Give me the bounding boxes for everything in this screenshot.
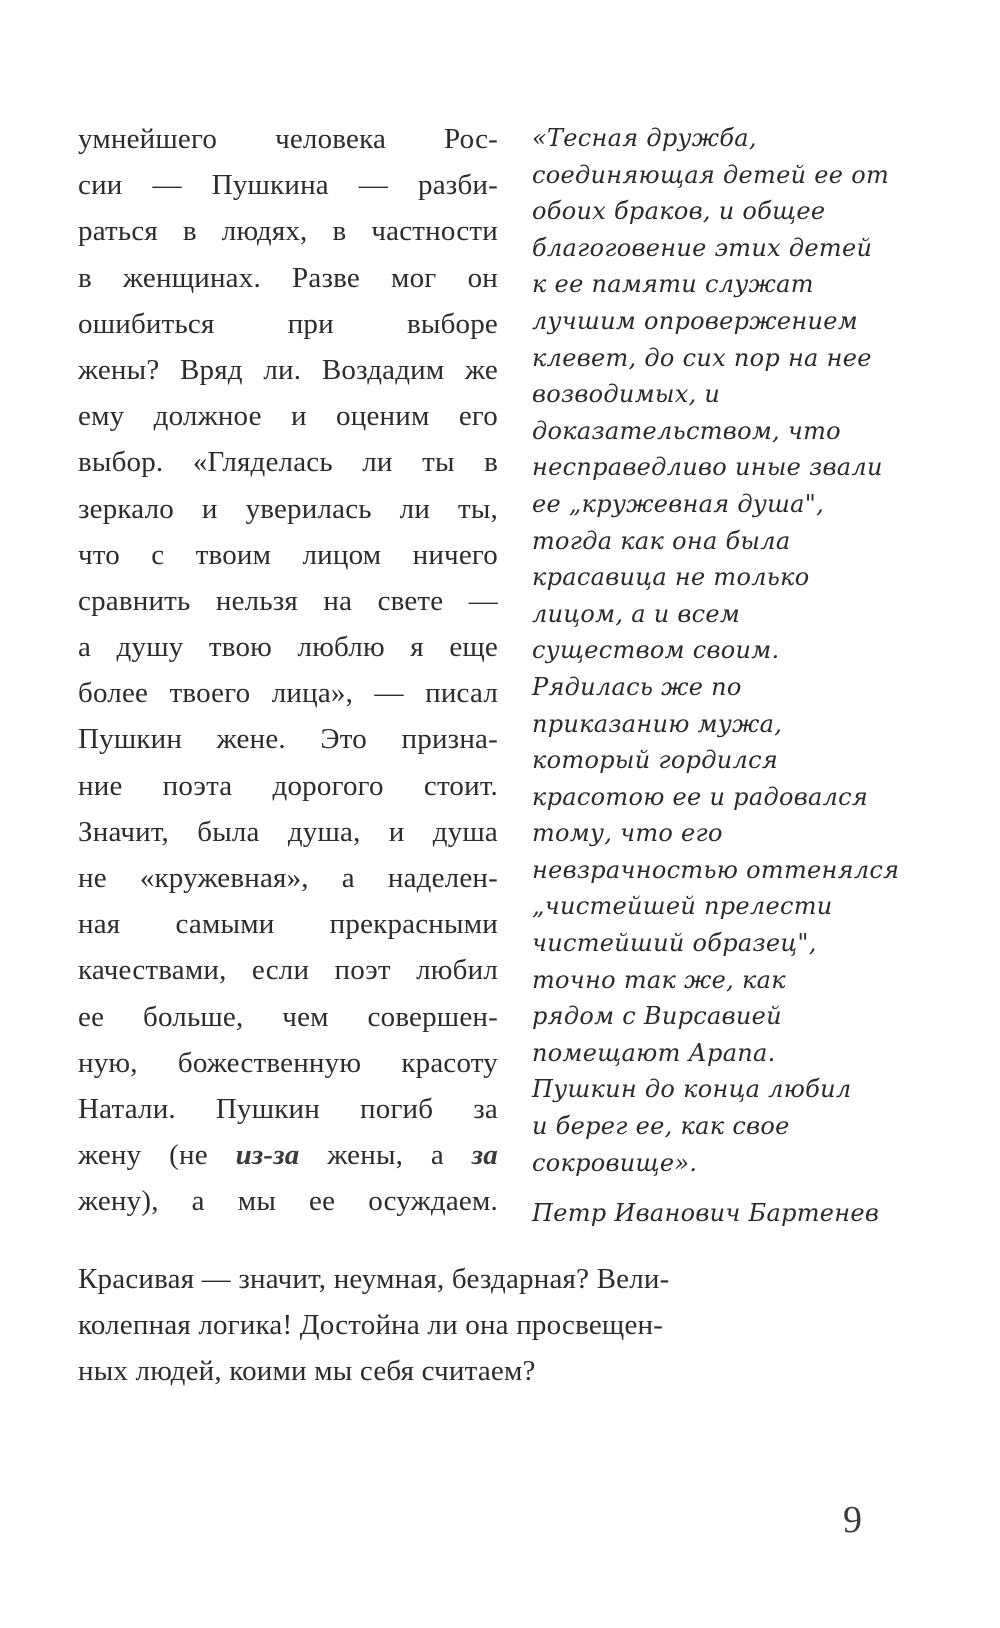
main-line: не «кружевная», а наделен- [78, 862, 498, 894]
quote-line: приказанию мужа, [532, 709, 783, 738]
main-line: что с твоим лицом ничего [78, 538, 498, 571]
quote-line: невзрачностью оттенялся [532, 855, 900, 884]
main-line: более твоего лица», — писал [78, 677, 498, 710]
main-line: жену), а мы ее осуждаем. [78, 1185, 498, 1218]
main-line: зеркало и уверилась ли ты, [78, 492, 498, 525]
quote-line: существом своим. [532, 636, 780, 665]
main-line: Пушкин жене. Это призна- [78, 723, 498, 756]
quote-line: тому, что его [532, 819, 723, 848]
quote-line: точно так же, как [532, 965, 786, 994]
bottom-paragraph [78, 1256, 838, 1395]
main-line: ние поэта дорогого стоит. [78, 769, 498, 802]
page-number: 9 [843, 1499, 862, 1541]
main-line: ему должное и оценим его [78, 400, 498, 433]
main-line: ная самыми прекрасными [78, 908, 498, 941]
main-line: ее больше, чем совершен- [78, 1000, 498, 1033]
quote-line: Пушкин до конца любил [532, 1075, 852, 1104]
text-segment: жены, а [299, 1139, 472, 1172]
bottom-line: ных людей, коими мы себя считаем? [78, 1355, 536, 1388]
main-line: умнейшего человека Рос- [78, 123, 498, 155]
bottom-line: колепная логика! Достойна ли она просвещен- [78, 1309, 664, 1342]
main-line: Значит, была душа, и душа [78, 815, 498, 848]
main-line: ную, божественную красоту [78, 1046, 498, 1079]
quote-line: который гордился [532, 746, 779, 775]
quote-line: сокровище». [532, 1148, 698, 1177]
side-quote [532, 120, 912, 1232]
quote-line: чистейший образец", [532, 929, 817, 958]
quote-attribution: Петр Иванович Бартенев [532, 1199, 880, 1228]
quote-line: красавица не только [532, 563, 810, 592]
quote-line: красотою ее и радовался [532, 782, 869, 811]
quote-line: к ее памяти служат [532, 270, 814, 299]
text-segment: жену (не [78, 1139, 236, 1172]
main-text-column [78, 116, 498, 1225]
quote-line: обоих браков, и общее [532, 197, 826, 226]
main-line: ошибиться при выборе [78, 307, 498, 340]
main-line: Натали. Пушкин погиб за [78, 1092, 498, 1125]
quote-line: доказательством, что [532, 416, 841, 445]
main-line: а душу твою люблю я еще [78, 631, 498, 664]
quote-line: «Тесная дружба, [532, 124, 757, 152]
quote-line: и берег ее, как свое [532, 1112, 790, 1141]
main-line: раться в людях, в частности [78, 215, 498, 248]
quote-line: Рядилась же по [532, 672, 742, 701]
bottom-line: Красивая — значит, неумная, бездарная? Вели- [78, 1263, 670, 1295]
quote-line: рядом с Вирсавией [532, 1002, 782, 1031]
quote-line: несправедливо иные звали [532, 453, 883, 482]
emphasis-iz-za: из-за [235, 1139, 300, 1172]
quote-line: ее „кружевная душа", [532, 489, 825, 518]
main-line: сравнить нельзя на свете — [78, 584, 498, 617]
quote-line: тогда как она была [532, 526, 791, 555]
main-line: сии — Пушкина — разби- [78, 169, 498, 202]
main-line: в женщинах. Разве мог он [78, 261, 498, 294]
quote-line: клевет, до сих пор на нее [532, 343, 872, 372]
main-line-emphasis [78, 1132, 498, 1178]
quote-line: лицом, а и всем [532, 599, 741, 628]
quote-line: лучшим опровержением [532, 306, 858, 335]
main-line: выбор. «Гляделась ли ты в [78, 446, 498, 479]
emphasis-za: за [471, 1139, 498, 1172]
quote-line: „чистейшей прелести [532, 892, 833, 921]
quote-line: возводимых, и [532, 380, 721, 409]
quote-line: соединяющая детей ее от [532, 160, 890, 189]
quote-line: благоговение этих детей [532, 233, 873, 262]
quote-line: помещают Арапа. [532, 1038, 776, 1067]
main-line: качествами, если поэт любил [78, 954, 498, 987]
main-line: жены? Вряд ли. Воздадим же [78, 353, 498, 386]
